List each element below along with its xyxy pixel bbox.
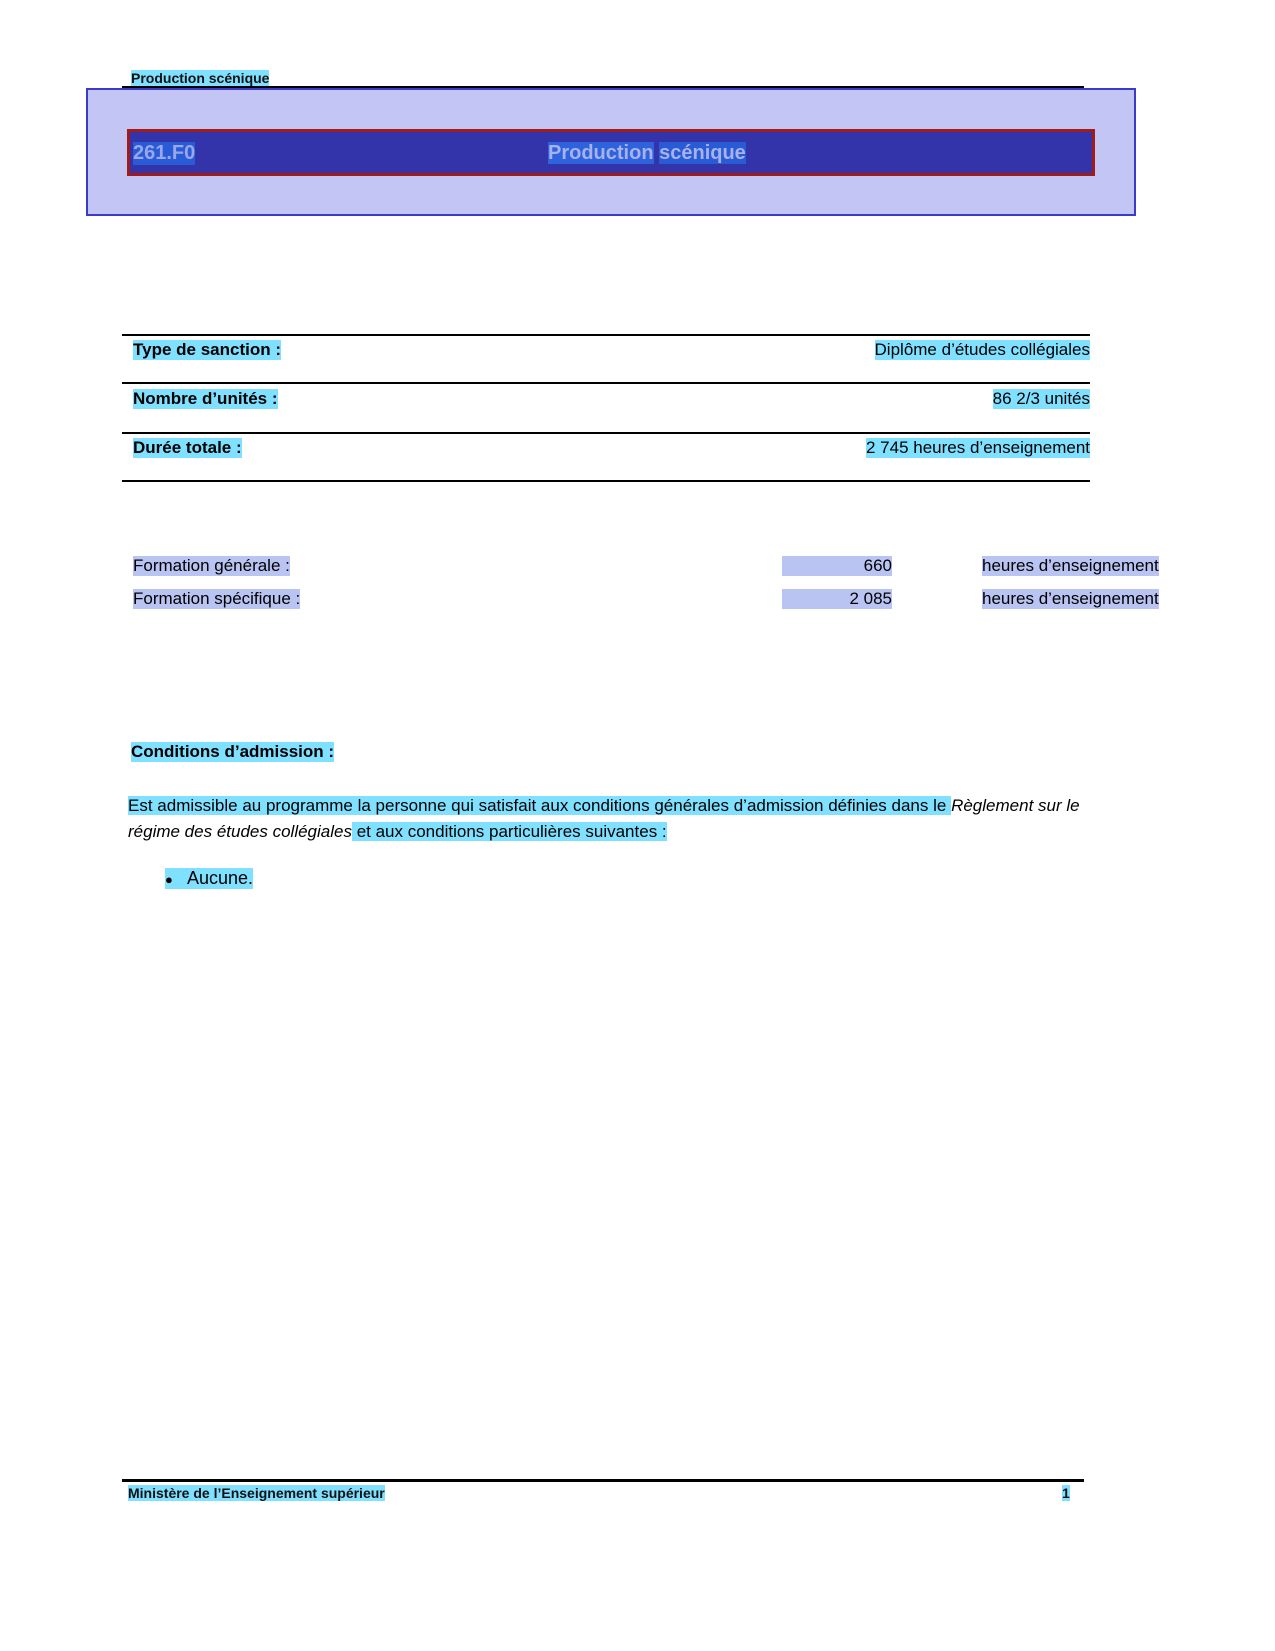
formation-unit-specific: heures d’enseignement — [982, 589, 1159, 608]
admission-text-part2: et aux conditions particulières suivantes : — [351, 822, 667, 841]
info-value-units: 86 2/3 unités — [992, 389, 1090, 408]
formation-hours-general: 660 — [782, 556, 892, 576]
program-title — [548, 142, 746, 165]
info-label-sanction: Type de sanction : — [133, 340, 281, 359]
admission-paragraph — [128, 793, 1093, 845]
bullet-icon: ● — [165, 872, 173, 887]
program-title-word-2: scénique — [659, 142, 746, 164]
info-row-sanction — [122, 340, 1090, 370]
admission-bullet-label: Aucune. — [187, 868, 254, 888]
formation-label-general: Formation générale : — [133, 556, 290, 575]
info-row-duration — [122, 438, 1090, 468]
info-divider-2 — [122, 432, 1090, 434]
info-row-units — [122, 389, 1090, 419]
program-code: 261.F0 — [133, 142, 196, 164]
info-divider-bottom — [122, 480, 1090, 482]
admission-text-part1: Est admissible au programme la personne qui satisfait aux conditions générales d’admission définies dans le — [128, 796, 952, 815]
footer-page-number: 1 — [1062, 1485, 1070, 1501]
formation-unit-general: heures d’enseignement — [982, 556, 1159, 575]
formation-label-specific: Formation spécifique : — [133, 589, 301, 608]
info-divider-1 — [122, 382, 1090, 384]
info-label-duration: Durée totale : — [133, 438, 242, 457]
info-value-sanction: Diplôme d’études collégiales — [874, 340, 1090, 359]
running-header-title: Production scénique — [131, 70, 270, 86]
admission-heading: Conditions d’admission : — [131, 742, 335, 761]
formation-row-specific — [122, 589, 1159, 617]
info-label-units: Nombre d’unités : — [133, 389, 278, 408]
info-divider-top — [122, 334, 1090, 336]
program-title-word-1: Production — [548, 142, 654, 164]
admission-bullet-item — [165, 868, 253, 889]
formation-hours-specific: 2 085 — [782, 589, 892, 609]
footer-ministry: Ministère de l’Enseignement supérieur — [128, 1485, 385, 1501]
footer-divider — [122, 1479, 1084, 1482]
admission-text-italic: Règlement sur le régime des études collégiales — [128, 796, 1080, 841]
info-value-duration: 2 745 heures d’enseignement — [866, 438, 1090, 457]
formation-row-general — [122, 556, 1159, 584]
